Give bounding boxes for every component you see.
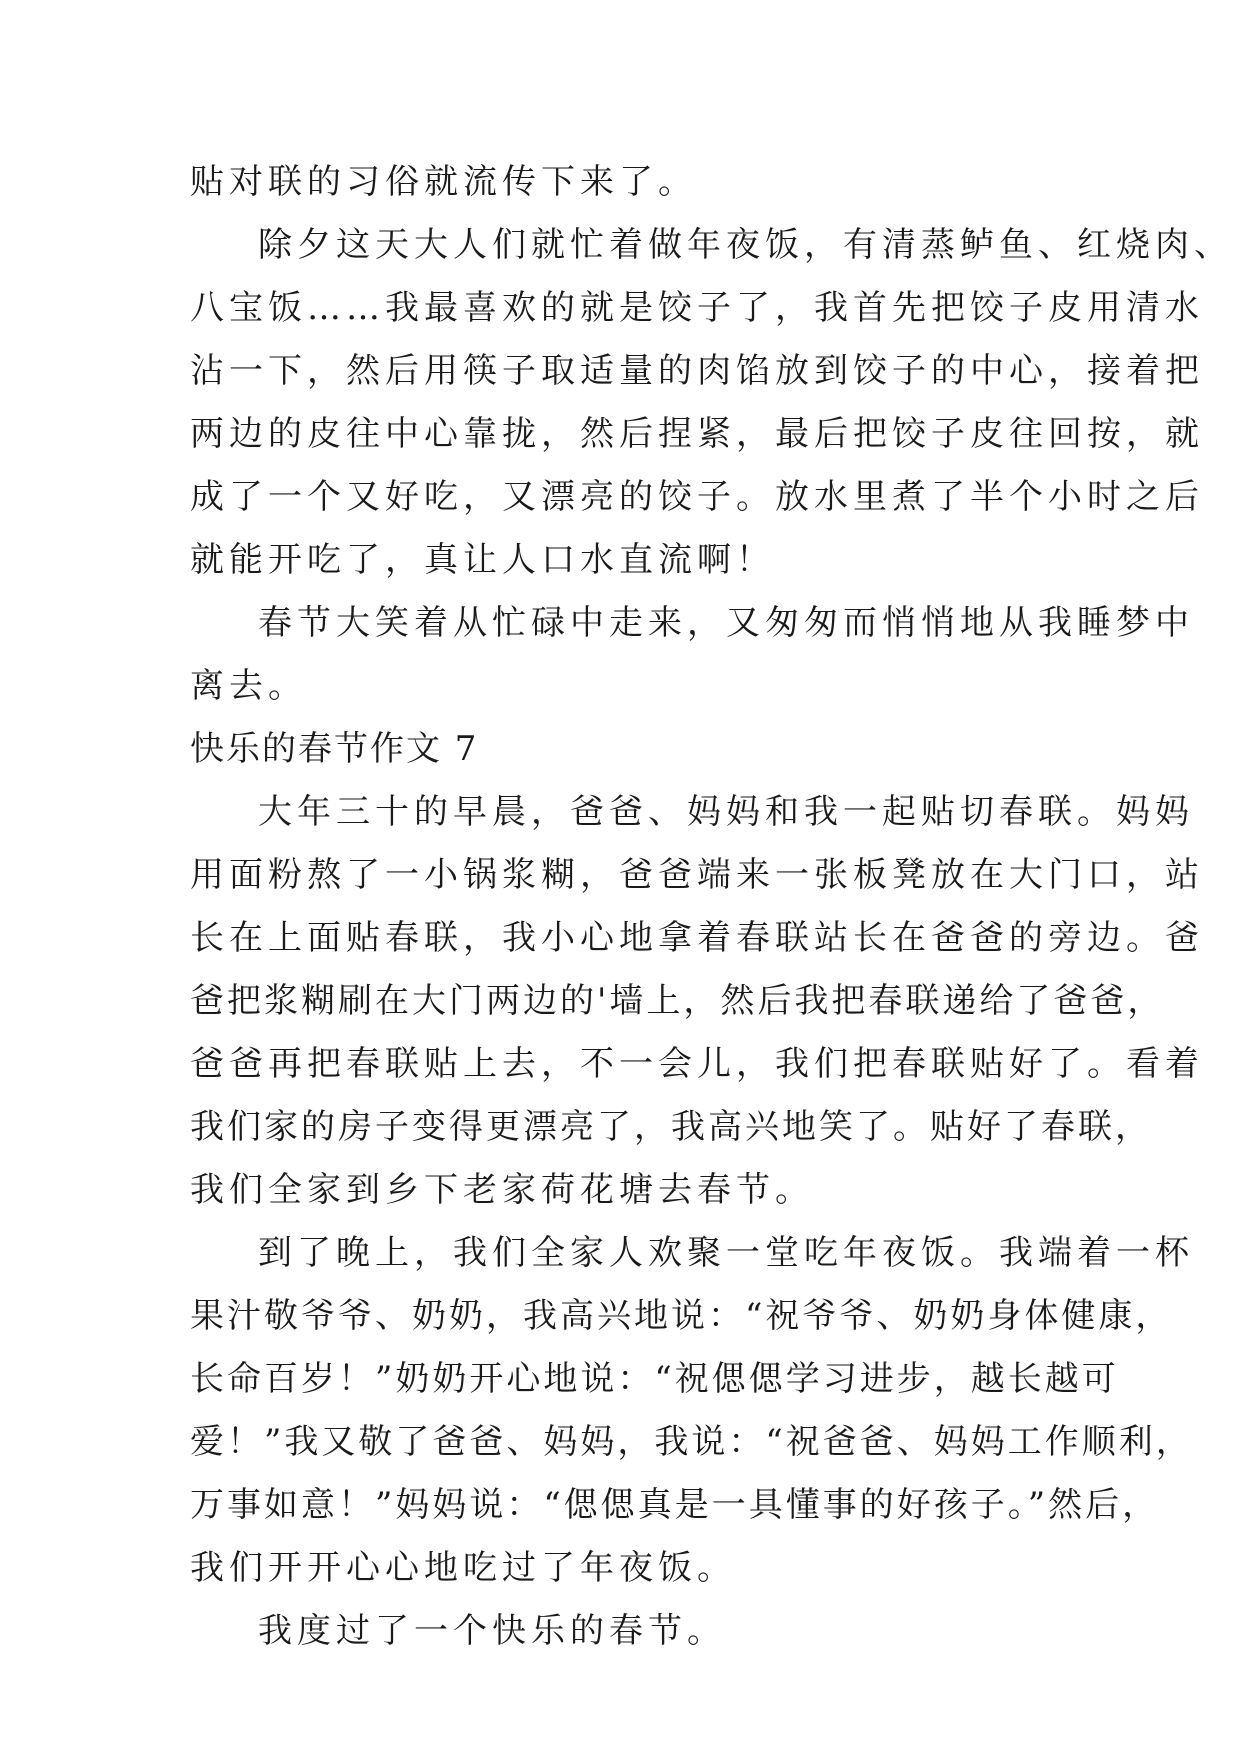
paragraph-line: 离去。 bbox=[190, 666, 307, 706]
paragraph-line: 到了晚上，我们全家人欢聚一堂吃年夜饭。我端着一杯 bbox=[258, 1233, 1194, 1273]
paragraph-line: 爸爸再把春联贴上去，不一会儿，我们把春联贴好了。看着 bbox=[190, 1044, 1204, 1084]
paragraph-line: 用面粉熬了一小锅浆糊，爸爸端来一张板凳放在大门口，站 bbox=[190, 855, 1204, 895]
paragraph-line: 成了一个又好吃，又漂亮的饺子。放水里煮了半个小时之后 bbox=[190, 477, 1204, 517]
paragraph-line: 爱！”我又敬了爸爸、妈妈，我说：“祝爸爸、妈妈工作顺利， bbox=[190, 1422, 1193, 1462]
section-heading: 快乐的春节作文 7 bbox=[190, 729, 479, 769]
paragraph-line: 长在上面贴春联，我小心地拿着春联站长在爸爸的旁边。爸 bbox=[190, 918, 1204, 958]
paragraph-line: 大年三十的早晨，爸爸、妈妈和我一起贴切春联。妈妈 bbox=[258, 792, 1194, 832]
paragraph-line: 贴对联的习俗就流传下来了。 bbox=[190, 162, 697, 202]
paragraph-line: 除夕这天大人们就忙着做年夜饭，有清蒸鲈鱼、红烧肉、 bbox=[258, 225, 1233, 265]
paragraph-line: 我们全家到乡下老家荷花塘去春节。 bbox=[190, 1170, 814, 1210]
paragraph-line: 春节大笑着从忙碌中走来，又匆匆而悄悄地从我睡梦中 bbox=[258, 603, 1194, 643]
paragraph-line: 万事如意！”妈妈说：“偲偲真是一具懂事的好孩子。”然后， bbox=[190, 1485, 1160, 1525]
paragraph-line: 我度过了一个快乐的春节。 bbox=[258, 1611, 726, 1651]
paragraph-line: 爸把浆糊刷在大门两边的'墙上，然后我把春联递给了爸爸， bbox=[190, 981, 1165, 1021]
paragraph-line: 果汁敬爷爷、奶奶，我高兴地说：“祝爷爷、奶奶身体健康， bbox=[190, 1296, 1173, 1336]
paragraph-line: 两边的皮往中心靠拢，然后捏紧，最后把饺子皮往回按，就 bbox=[190, 414, 1204, 454]
paragraph-line: 八宝饭……我最喜欢的就是饺子了，我首先把饺子皮用清水 bbox=[190, 288, 1204, 328]
paragraph-line: 长命百岁！”奶奶开心地说：“祝偲偲学习进步，越长越可 bbox=[190, 1359, 1119, 1399]
paragraph-line: 沾一下，然后用筷子取适量的肉馅放到饺子的中心，接着把 bbox=[190, 351, 1204, 391]
paragraph-line: 就能开吃了，真让人口水直流啊！ bbox=[190, 540, 775, 580]
paragraph-line: 我们开开心心地吃过了年夜饭。 bbox=[190, 1548, 736, 1588]
paragraph-line: 我们家的房子变得更漂亮了，我高兴地笑了。贴好了春联， bbox=[190, 1107, 1152, 1147]
essay-text bbox=[190, 151, 1233, 1663]
